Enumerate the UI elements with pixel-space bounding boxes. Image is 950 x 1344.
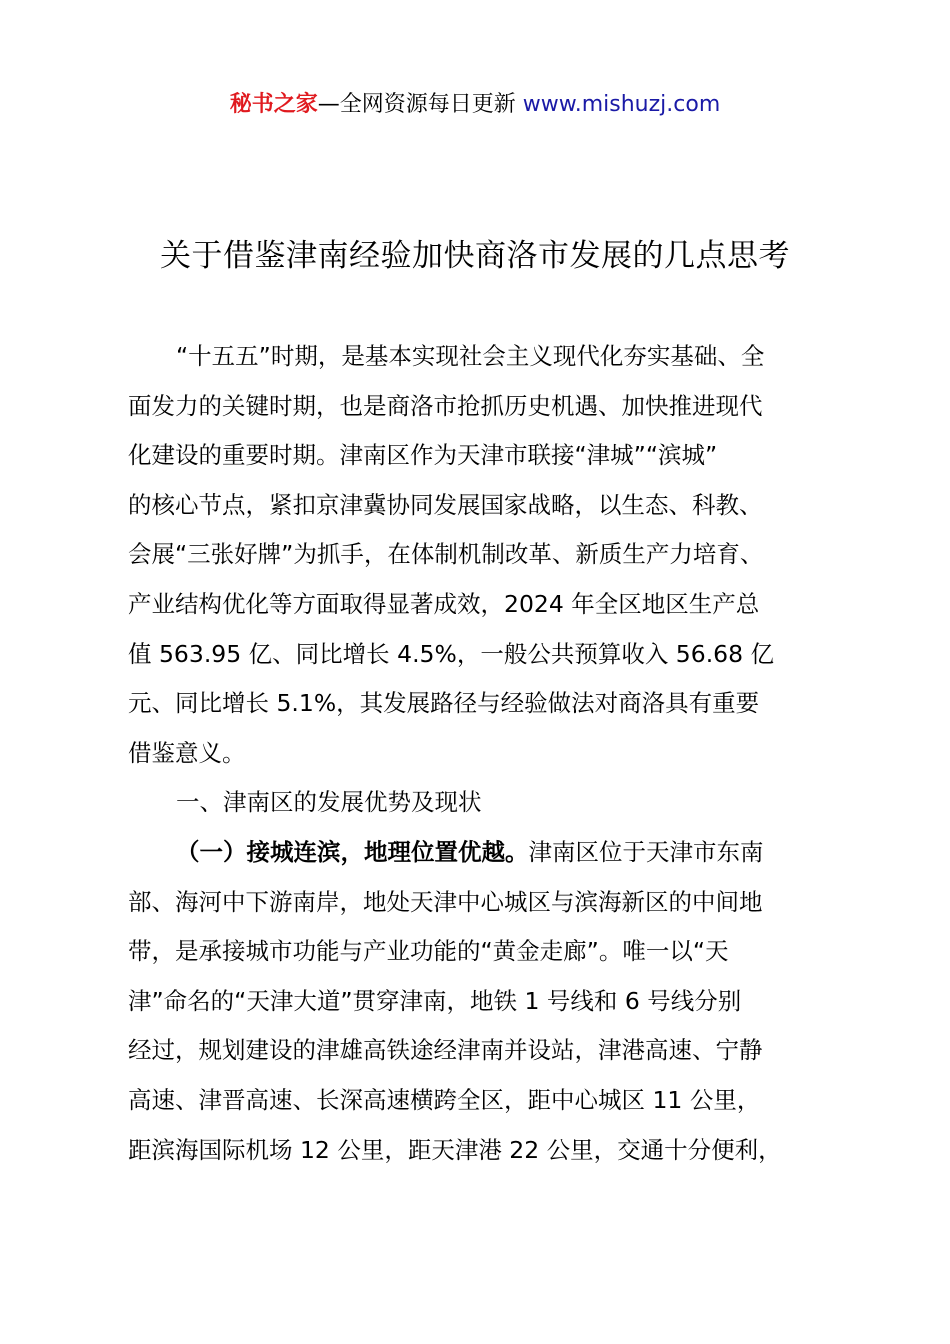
paragraph-line: 面发力的关键时期，也是商洛市抢抓历史机遇、加快推进现代 — [128, 391, 763, 420]
paragraph-line: 经过，规划建设的津雄高铁途经津南并设站，津港高速、宁静 — [128, 1036, 763, 1065]
paragraph-line: 津”命名的“天津大道”贯穿津南，地铁 1 号线和 6 号线分别 — [128, 986, 742, 1015]
paragraph-line: 会展“三张好牌”为抓手，在体制机制改革、新质生产力培育、 — [128, 540, 764, 569]
paragraph-line: 借鉴意义。 — [128, 738, 246, 767]
section-heading: 一、津南区的发展优势及现状 — [176, 788, 482, 817]
site-brand: 秘书之家 — [229, 92, 318, 117]
paragraph-line: 值 563.95 亿、同比增长 4.5%，一般公共预算收入 56.68 亿 — [128, 639, 775, 668]
paragraph-line: 高速、津晋高速、长深高速横跨全区，距中心城区 11 公里， — [128, 1085, 761, 1114]
paragraph-line: 带，是承接城市功能与产业功能的“黄金走廊”。唯一以“天 — [128, 937, 729, 966]
paragraph-line: 部、海河中下游南岸，地处天津中心城区与滨海新区的中间地 — [128, 887, 763, 916]
site-url-link[interactable]: www.mishuzj.com — [522, 92, 721, 117]
document-body — [128, 332, 844, 1175]
subsection-heading: （一）接城连滨，地理位置优越。 — [176, 837, 529, 866]
paragraph-line: 距滨海国际机场 12 公里，距天津港 22 公里，交通十分便利， — [128, 1135, 782, 1164]
subsection-text: 津南区位于天津市东南 — [528, 837, 764, 866]
paragraph-line: 的核心节点，紧扣京津冀协同发展国家战略，以生态、科教、 — [128, 490, 763, 519]
site-tagline: —全网资源每日更新 — [317, 92, 523, 117]
paragraph-line: 元、同比增长 5.1%，其发展路径与经验做法对商洛具有重要 — [128, 689, 760, 718]
document-title: 关于借鉴津南经验加快商洛市发展的几点思考 — [160, 238, 790, 274]
paragraph-line: “十五五”时期，是基本实现社会主义现代化夯实基础、全 — [176, 342, 765, 370]
subsection-line — [128, 828, 844, 878]
paragraph-line: 产业结构优化等方面取得显著成效，2024 年全区地区生产总 — [128, 589, 760, 618]
site-header — [0, 88, 950, 122]
paragraph-line: 化建设的重要时期。津南区作为天津市联接“津城”“滨城” — [128, 441, 718, 470]
